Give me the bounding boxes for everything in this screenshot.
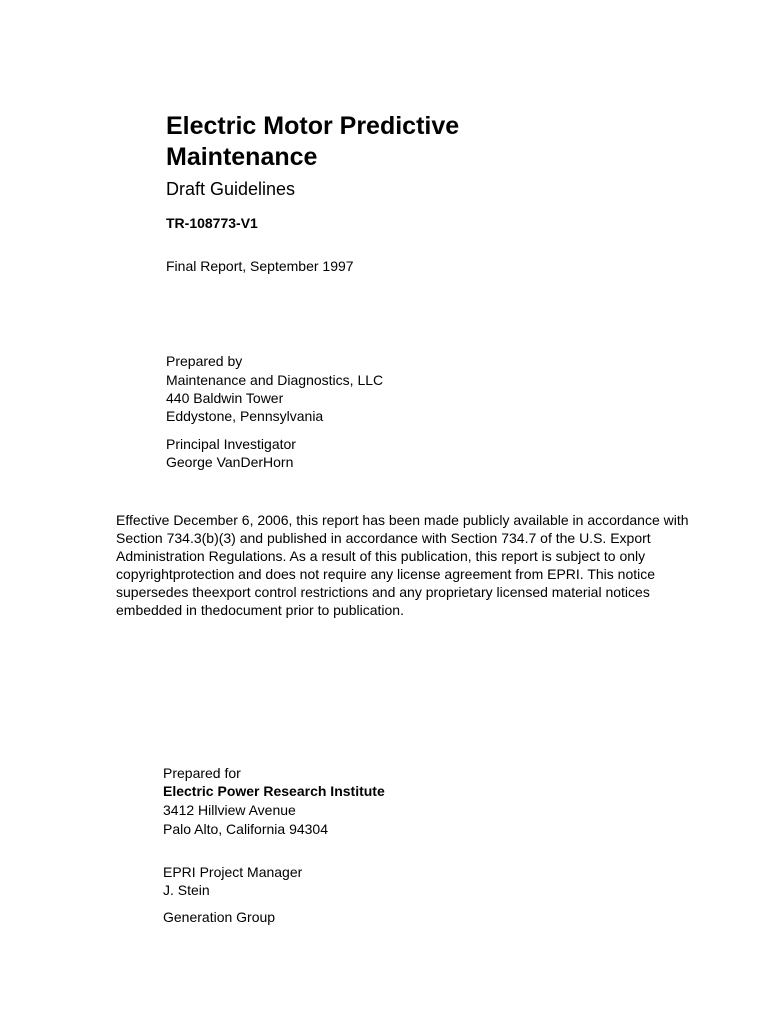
document-title-line-1: Electric Motor Predictive	[166, 112, 460, 140]
generation-group: Generation Group	[163, 909, 276, 925]
project-manager-label: EPRI Project Manager	[163, 864, 303, 880]
prepared-for-label: Prepared for	[163, 765, 241, 781]
notice-line: copyrightprotection and does not require any license agreement from EPRI. This notice	[116, 566, 656, 582]
prepared-by-address-2: Eddystone, Pennsylvania	[166, 408, 324, 424]
prepared-for-organization: Electric Power Research Institute	[163, 783, 385, 799]
prepared-for-address-2: Palo Alto, California 94304	[163, 821, 328, 837]
document-subtitle: Draft Guidelines	[166, 179, 296, 199]
principal-investigator-name: George VanDerHorn	[166, 454, 294, 470]
notice-line: embedded in thedocument prior to publication.	[116, 602, 404, 618]
report-status: Final Report, September 1997	[166, 258, 354, 274]
prepared-by-organization: Maintenance and Diagnostics, LLC	[166, 372, 384, 388]
notice-line: Section 734.3(b)(3) and published in accordance with Section 734.7 of the U.S. Export	[116, 530, 651, 546]
principal-investigator-label: Principal Investigator	[166, 436, 296, 452]
notice-line: Effective December 6, 2006, this report has been made publicly available in accordance with	[116, 512, 689, 528]
notice-line: Administration Regulations. As a result of this publication, this report is subject to only	[116, 548, 646, 564]
public-availability-notice	[116, 511, 746, 619]
prepared-by-label: Prepared by	[166, 353, 243, 369]
document-title-line-2: Maintenance	[166, 143, 318, 171]
prepared-by-address-1: 440 Baldwin Tower	[166, 390, 284, 406]
report-number: TR-108773-V1	[166, 215, 258, 231]
notice-line: supersedes theexport control restrictions and any proprietary licensed material notices	[116, 584, 650, 600]
project-manager-name: J. Stein	[163, 882, 210, 898]
prepared-for-address-1: 3412 Hillview Avenue	[163, 802, 296, 818]
